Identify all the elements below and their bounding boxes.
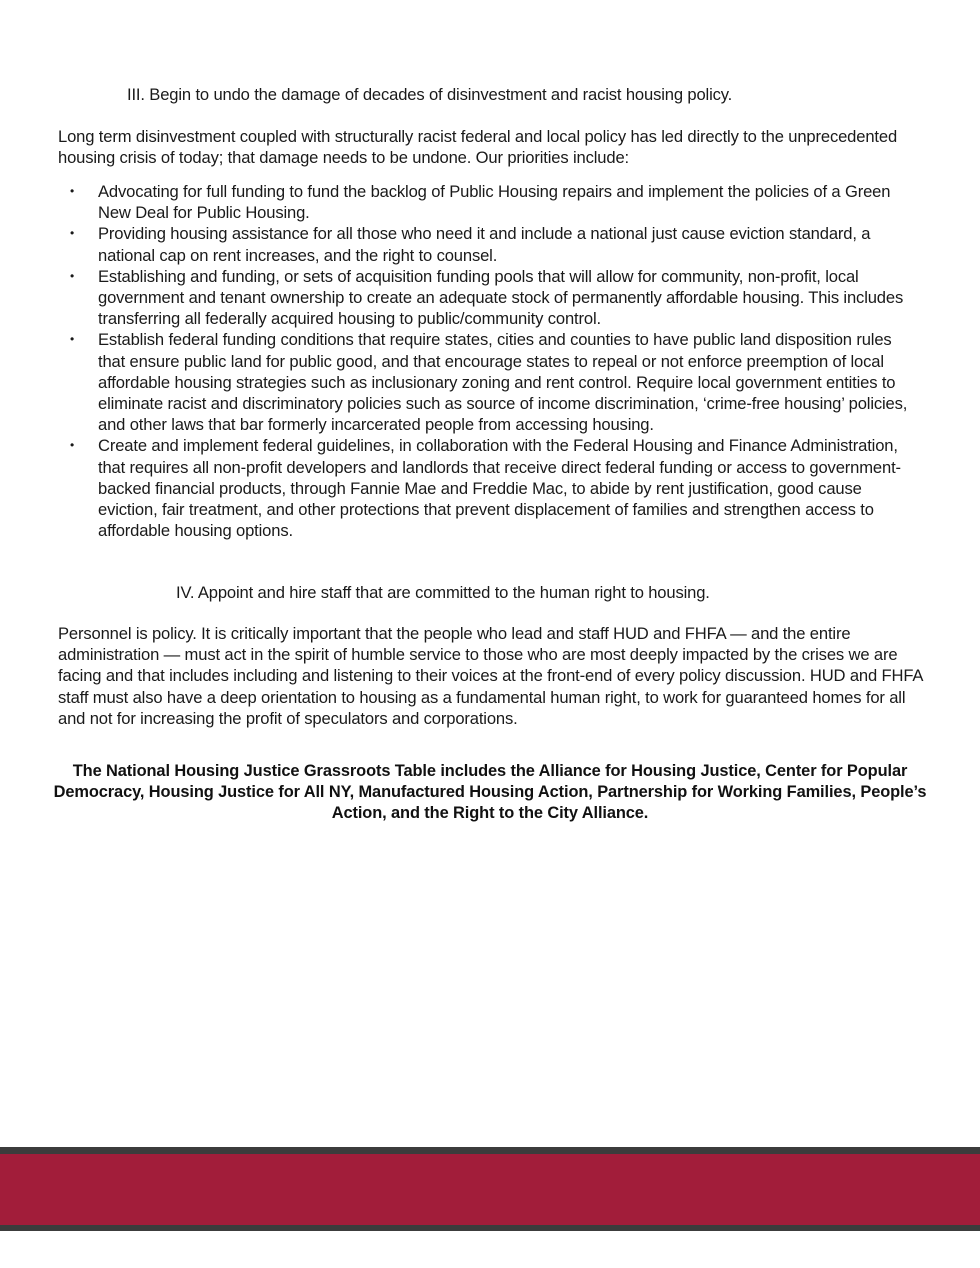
section-iii-heading: III. Begin to undo the damage of decades of disinvestment and racist housing policy.: [127, 85, 733, 104]
closing-statement: The National Housing Justice Grassroots Table includes the Alliance for Housing Justice, Center for Popular Democracy, Housing Justice for All NY, Manufactured Housing Action, Partnership for Working Families, People’s Action, and the Right to the City Alliance.: [53, 762, 927, 823]
list-item: [58, 223, 918, 265]
priority-text: Establishing and funding, or sets of acquisition funding pools that will allow for community, non-profit, local government and tenant ownership to create an adequate stock of permanently affordable housing. This includes transferring all federally acquired housing to public/community control.: [98, 266, 904, 329]
footer-band: [0, 1147, 980, 1231]
list-item: [58, 181, 918, 223]
section-iv-heading: IV. Appoint and hire staff that are committed to the human right to housing.: [176, 583, 710, 602]
list-item: [58, 266, 918, 330]
bullet-icon: •: [70, 438, 75, 453]
priority-text: Create and implement federal guidelines, in collaboration with the Federal Housing and Finance Administration, that requires all non-profit developers and landlords that receive direct federal funding or access to government-backed financial products, through Fannie Mae and Freddie Mac, to abide by rent justification, good cause eviction, fair treatment, and other protections that prevent displacement of families and strengthen access to affordable housing options.: [98, 436, 901, 541]
priority-text: Establish federal funding conditions that require states, cities and counties to have public land disposition rules that ensure public land for public good, and that encourage states to repeal or not enforce preemption of local affordable housing strategies such as inclusionary zoning and rent control. Require local government entities to eliminate racist and discriminatory policies such as source of income discrimination, ‘crime-free housing’ policies, and other laws that bar formerly incarcerated people from accessing housing.: [98, 330, 908, 435]
list-item: [58, 435, 918, 541]
section-iii-intro: Long term disinvestment coupled with structurally racist federal and local policy has led directly to the unprecedented housing crisis of today; that damage needs to be undone. Our priorities include:: [58, 127, 898, 168]
priority-text: Advocating for full funding to fund the backlog of Public Housing repairs and implement the policies of a Green New Deal for Public Housing.: [98, 182, 891, 223]
list-item: [58, 329, 918, 435]
priority-text: Providing housing assistance for all those who need it and include a national just cause eviction standard, a national cap on rent increases, and the right to counsel.: [98, 224, 871, 265]
bullet-icon: •: [70, 226, 75, 241]
section-iv-body: Personnel is policy. It is critically important that the people who lead and staff HUD and FHFA — and the entire administration — must act in the spirit of humble service to those who are most deeply impacted by the crises we are facing and that includes including and listening to their voices at the front-end of every policy discussion. HUD and FHFA staff must also have a deep orientation to housing as a fundamental human right, to work for guaranteed homes for all and not for increasing the profit of speculators and corporations.: [58, 624, 923, 728]
bullet-icon: •: [70, 268, 75, 283]
bullet-icon: •: [70, 184, 75, 198]
bullet-icon: •: [70, 332, 75, 347]
priorities-list: [58, 181, 918, 541]
